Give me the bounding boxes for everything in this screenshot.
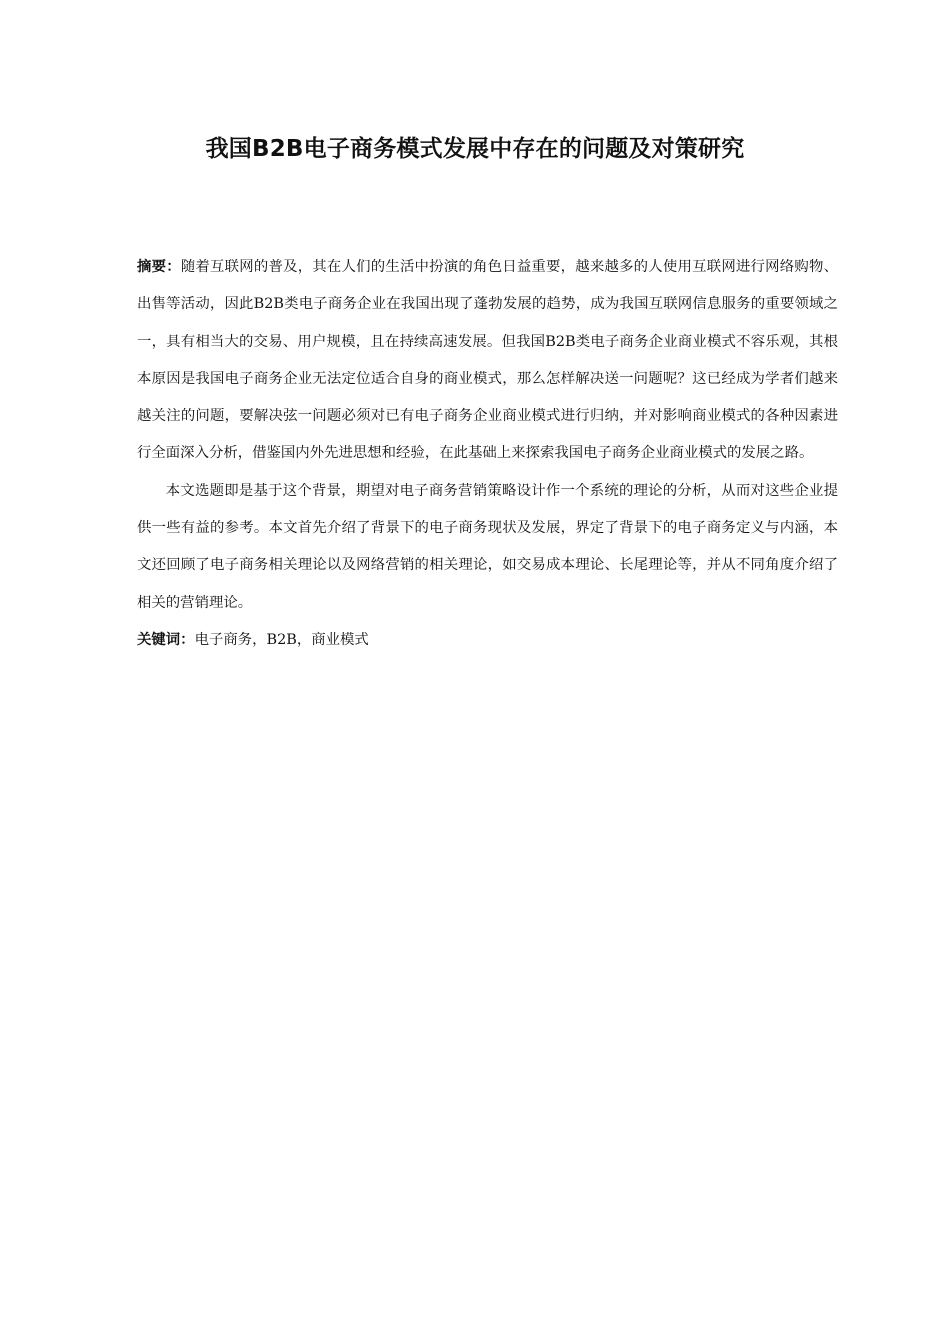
abstract-paragraph-2: 本文选题即是基于这个背景，期望对电子商务营销策略设计作一个系统的理论的分析，从而对这些企业提供一些有益的参考。本文首先介绍了背景下的电子商务现状及发展，界定了背景下的电子商务定义与内涵，本文还回顾了电子商务相关理论以及网络营销的相关理论，如交易成本理论、长尾理论等，并从不同角度介绍了相关的营销理论。 — [137, 482, 838, 611]
abstract-paragraph-1 — [137, 249, 838, 473]
keywords-label: 关键词： — [137, 631, 195, 648]
keywords-line — [137, 622, 838, 659]
abstract-label: 摘要： — [137, 259, 181, 275]
abstract-text-1: 随着互联网的普及，其在人们的生活中扮演的角色日益重要，越来越多的人使用互联网进行网络购物、出售等活动，因此B2B类电子商务企业在我国出现了蓬勃发展的趋势，成为我国互联网信息服务的重要领域之一，具有相当大的交易、用户规模，且在持续高速发展。但我国B2B类电子商务企业商业模式不容乐观，其根本原因是我国电子商务企业无法定位适合自身的商业模式，那么怎样解决送一问题呢？这已经成为学者们越来越关注的问题，要解决弦一问题必须对已有电子商务企业商业模式进行归纳，并对影响商业模式的各种因素进行全面深入分析，借鉴国内外先进思想和经验，在此基础上来探索我国电子商务企业商业模式的发展之路。 — [137, 259, 838, 462]
keywords-text: 电子商务，B2B，商业模式 — [194, 631, 369, 648]
document-title: 我国B2B电子商务模式发展中存在的问题及对策研究 — [205, 136, 745, 162]
abstract-section — [137, 249, 838, 659]
